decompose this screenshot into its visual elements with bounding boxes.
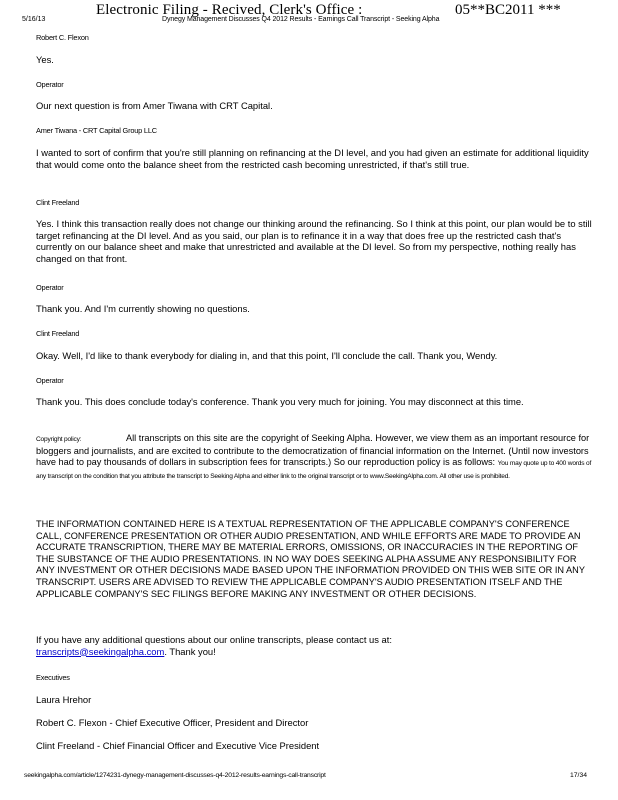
speaker-name: Operator	[36, 80, 64, 89]
copyright-label: Copyright policy:	[36, 436, 82, 443]
speaker-text: Yes. I think this transaction really does not change our thinking around the refinancing. So I think at this point, our plan would be to still target refinancing at the DI level. And as you said, our plan is to refinance it in a way that does free up the restricted cash that's currently on our balance sheet and make that unrestricted and available at the DI level. So from my perspective, nothing really has changed on that front.	[36, 218, 592, 264]
speaker-name: Operator	[36, 376, 64, 385]
speaker-text: I wanted to sort of confirm that you're still planning on refinancing at the DI level, and you had given an estimate for additional liquidity that would come onto the balance sheet from the restricted cash becoming unrestricted, if that's still true.	[36, 147, 589, 170]
executive-name: Laura Hrehor	[36, 694, 92, 705]
copyright-text: All transcripts on this site are the copyright of Seeking Alpha. However, we view them as an important resource for bloggers and journalists, and are excited to contribute to the democratization of financial information on the Internet. (Until now investors have had to pay thousands of dollars in subscription fees for transcripts.) So our reproduction policy is as follows:	[36, 433, 590, 468]
speaker-name: Clint Freeland	[36, 329, 80, 338]
footer-url: seekingalpha.com/article/1274231-dynegy-management-discusses-q4-2012-results-earnings-call-transcript	[24, 772, 326, 779]
contact-thanks: . Thank you!	[164, 645, 216, 657]
filing-stamp-overlay: 05**BC2011 ***	[455, 2, 561, 18]
executives-label: Executives	[36, 673, 70, 682]
print-date: 5/16/13	[22, 16, 46, 23]
speaker-name: Operator	[36, 283, 64, 292]
speaker-name: Amer Tiwana - CRT Capital Group LLC	[36, 126, 157, 135]
speaker-name: Clint Freeland	[36, 198, 80, 207]
copyright-small-text: You may quote up to 400 words of any transcript on the condition that you attribute the transcript to Seeking Alpha and either link to the original transcript or to www.SeekingAlpha.com. All other use is prohibited.	[36, 460, 592, 480]
speaker-name: Robert C. Flexon	[36, 33, 89, 42]
disclaimer: THE INFORMATION CONTAINED HERE IS A TEXTUAL REPRESENTATION OF THE APPLICABLE COMPANY'S CONFERENCE CALL, CONFERENCE PRESENTATION OR OTHER AUDIO PRESENTATION, AND WHILE EFFORTS ARE MADE TO PROVIDE AN ACCURATE TRANSCRIPTION, THERE MAY BE MATERIAL ERRORS, OMISSIONS, OR INACCURACIES IN THE REPORTING OF THE SUBSTANCE OF THE AUDIO PRESENTATIONS. IN NO WAY DOES SEEKING ALPHA ASSUME ANY RESPONSIBILITY FOR ANY INVESTMENT OR OTHER DECISIONS MADE BASED UPON THE INFORMATION PROVIDED ON THIS WEB SITE OR IN ANY TRANSCRIPT. USERS ARE ADVISED TO REVIEW THE APPLICABLE COMPANY'S AUDIO PRESENTATION ITSELF AND THE APPLICABLE COMPANY'S SEC FILINGS BEFORE MAKING ANY INVESTMENT OR OTHER DECISIONS.	[36, 519, 585, 599]
page-title: Dynegy Management Discusses Q4 2012 Results - Earnings Call Transcript - Seeking Alpha	[162, 16, 440, 23]
executive-name: Robert C. Flexon - Chief Executive Officer, President and Director	[36, 717, 309, 728]
executive-name: Clint Freeland - Chief Financial Officer and Executive Vice President	[36, 740, 320, 751]
speaker-text: Our next question is from Amer Tiwana with CRT Capital.	[36, 100, 273, 111]
speaker-text: Okay. Well, I'd like to thank everybody for dialing in, and that this point, I'll conclude the call. Thank you, Wendy.	[36, 350, 498, 361]
speaker-text: Thank you. And I'm currently showing no questions.	[36, 303, 250, 314]
speaker-text: Thank you. This does conclude today's conference. Thank you very much for joining. You may disconnect at this time.	[36, 396, 524, 407]
speaker-text: Yes.	[36, 54, 54, 65]
copyright-policy	[36, 433, 592, 482]
page-number: 17/34	[570, 772, 588, 779]
contact-info	[36, 634, 592, 657]
filing-stamp: Electronic Filing - Recived, Clerk's Office :	[96, 2, 363, 18]
contact-text: If you have any additional questions about our online transcripts, please contact us at:	[36, 634, 392, 645]
contact-email-link[interactable]: transcripts@seekingalpha.com	[36, 645, 165, 657]
